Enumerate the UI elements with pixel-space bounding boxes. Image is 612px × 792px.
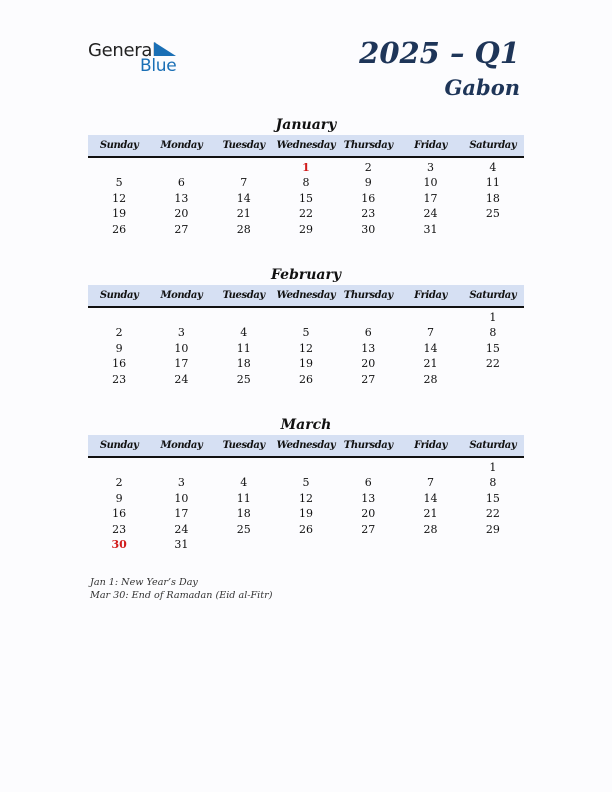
date-cell: [337, 537, 399, 552]
date-cell: 3: [177, 476, 185, 490]
month-name: March: [280, 417, 332, 433]
date-cell: 4: [240, 476, 248, 490]
date-cell: 18: [485, 191, 500, 205]
holiday-date: 1: [302, 161, 310, 174]
date-cell: 17: [174, 507, 189, 521]
weekday-header-row: [88, 135, 524, 158]
date-cell: 8: [302, 176, 310, 190]
date-cell: 13: [361, 341, 376, 355]
date-cell: 16: [112, 357, 127, 371]
date-cell: 14: [423, 341, 438, 355]
date-cell: [462, 372, 524, 387]
date-cell: 5: [302, 326, 310, 340]
date-cell: [462, 537, 524, 552]
date-cell: 28: [236, 222, 251, 236]
date-cell: 18: [236, 357, 251, 371]
date-cell: 1: [489, 311, 497, 324]
weekday-label: Saturday: [469, 440, 517, 451]
date-cell: [399, 537, 461, 552]
month-january: [88, 116, 524, 237]
date-cell: 18: [236, 507, 251, 521]
date-cell: 17: [174, 357, 189, 371]
holiday-date: 30: [111, 537, 127, 551]
date-cell: 2: [115, 476, 123, 490]
date-cell: [88, 310, 150, 325]
date-cell: [275, 460, 337, 475]
week-row: [88, 537, 524, 552]
date-cell: 26: [112, 222, 127, 236]
date-cell: [213, 537, 275, 552]
date-cell: 16: [361, 191, 376, 205]
date-cell: 21: [236, 207, 251, 221]
date-cell: 31: [423, 222, 438, 236]
week-row: [88, 522, 524, 537]
weeks-grid: [88, 458, 524, 552]
weekday-label: Monday: [160, 290, 203, 301]
week-row: [88, 356, 524, 371]
date-cell: 13: [361, 491, 376, 505]
week-row: [88, 341, 524, 356]
date-cell: [213, 310, 275, 325]
logo-word-blue: Blue: [140, 56, 177, 76]
date-cell: 5: [115, 176, 123, 190]
date-cell: 29: [485, 522, 500, 536]
date-cell: 14: [236, 191, 251, 205]
date-cell: 23: [361, 207, 376, 221]
holiday-note: Mar 30: End of Ramadan (Eid al-Fitr): [90, 590, 273, 601]
date-cell: 4: [240, 326, 248, 340]
date-cell: 11: [236, 341, 251, 355]
week-row: [88, 372, 524, 387]
date-cell: 10: [174, 341, 189, 355]
date-cell: 3: [427, 161, 435, 174]
date-cell: 26: [298, 372, 313, 386]
weekday-label: Monday: [160, 440, 203, 451]
weekday-label: Thursday: [343, 290, 393, 301]
date-cell: 25: [485, 207, 500, 221]
date-cell: 22: [485, 357, 500, 371]
date-cell: [213, 460, 275, 475]
date-cell: 3: [177, 326, 185, 340]
date-cell: 26: [298, 522, 313, 536]
date-cell: 25: [236, 522, 251, 536]
date-cell: [88, 160, 150, 175]
week-row: [88, 475, 524, 490]
date-cell: 6: [177, 176, 185, 190]
logo-word-general: General: [88, 40, 157, 61]
date-cell: 20: [361, 507, 376, 521]
date-cell: [88, 460, 150, 475]
week-row: [88, 160, 524, 175]
country-name: Gabon: [444, 75, 520, 100]
date-cell: 12: [298, 491, 313, 505]
date-cell: 19: [298, 357, 313, 371]
week-row: [88, 506, 524, 521]
date-cell: 29: [298, 222, 313, 236]
date-cell: 23: [112, 372, 127, 386]
date-cell: 5: [302, 476, 310, 490]
weekday-label: Tuesday: [222, 140, 265, 151]
date-cell: 8: [489, 326, 497, 340]
date-cell: 28: [423, 522, 438, 536]
month-march: [88, 416, 524, 552]
date-cell: 23: [112, 522, 127, 536]
date-cell: 6: [364, 476, 372, 490]
date-cell: 2: [364, 161, 372, 174]
week-row: [88, 491, 524, 506]
month-name: February: [270, 267, 341, 283]
weeks-grid: [88, 158, 524, 237]
date-cell: 12: [298, 341, 313, 355]
date-cell: 22: [298, 207, 313, 221]
weeks-grid: [88, 308, 524, 387]
weekday-label: Friday: [414, 290, 447, 301]
date-cell: 14: [423, 491, 438, 505]
date-cell: 12: [112, 191, 127, 205]
date-cell: 2: [115, 326, 123, 340]
weekday-label: Friday: [414, 140, 447, 151]
date-cell: 8: [489, 476, 497, 490]
date-cell: 19: [298, 507, 313, 521]
date-cell: 24: [423, 207, 438, 221]
date-cell: 15: [485, 491, 500, 505]
date-cell: 11: [485, 176, 500, 190]
date-cell: 20: [174, 207, 189, 221]
date-cell: 22: [485, 507, 500, 521]
date-cell: 7: [427, 326, 435, 340]
weekday-label: Thursday: [343, 140, 393, 151]
date-cell: 28: [423, 372, 438, 386]
date-cell: 4: [489, 161, 497, 174]
week-row: [88, 191, 524, 206]
date-cell: 31: [174, 537, 189, 551]
date-cell: 13: [174, 191, 189, 205]
date-cell: 9: [115, 341, 123, 355]
weekday-label: Wednesday: [276, 290, 336, 301]
date-cell: 20: [361, 357, 376, 371]
date-cell: [462, 222, 524, 237]
date-cell: 21: [423, 507, 438, 521]
date-cell: 11: [236, 491, 251, 505]
weekday-header-row: [88, 435, 524, 458]
date-cell: 24: [174, 372, 189, 386]
week-row: [88, 460, 524, 475]
weekday-label: Friday: [414, 440, 447, 451]
weekday-label: Monday: [160, 140, 203, 151]
date-cell: [150, 460, 212, 475]
weekday-label: Sunday: [99, 440, 139, 451]
holiday-notes: [90, 576, 272, 602]
date-cell: 15: [485, 341, 500, 355]
date-cell: 27: [174, 222, 189, 236]
week-row: [88, 310, 524, 325]
date-cell: 16: [112, 507, 127, 521]
date-cell: [275, 537, 337, 552]
date-cell: [275, 310, 337, 325]
date-cell: 9: [115, 491, 123, 505]
weekday-header-row: [88, 285, 524, 308]
month-name: January: [275, 117, 337, 133]
date-cell: [150, 310, 212, 325]
date-cell: 25: [236, 372, 251, 386]
date-cell: 15: [298, 191, 313, 205]
date-cell: 6: [364, 326, 372, 340]
date-cell: 10: [423, 176, 438, 190]
date-cell: 27: [361, 372, 376, 386]
weekday-label: Thursday: [343, 440, 393, 451]
weekday-label: Tuesday: [222, 440, 265, 451]
week-row: [88, 175, 524, 190]
date-cell: [399, 460, 461, 475]
date-cell: 17: [423, 191, 438, 205]
weekday-label: Saturday: [469, 290, 517, 301]
date-cell: 9: [364, 176, 372, 190]
date-cell: 21: [423, 357, 438, 371]
holiday-note: Jan 1: New Year’s Day: [90, 577, 198, 588]
date-cell: [399, 310, 461, 325]
logo-triangle-icon: [154, 42, 176, 56]
week-row: [88, 222, 524, 237]
date-cell: [150, 160, 212, 175]
date-cell: 30: [361, 222, 376, 236]
date-cell: 10: [174, 491, 189, 505]
page-title: 2025 – Q1: [359, 36, 520, 70]
week-row: [88, 325, 524, 340]
date-cell: 27: [361, 522, 376, 536]
weekday-label: Sunday: [99, 140, 139, 151]
month-february: [88, 266, 524, 387]
weekday-label: Wednesday: [276, 140, 336, 151]
weekday-label: Sunday: [99, 290, 139, 301]
week-row: [88, 206, 524, 221]
date-cell: 1: [489, 461, 497, 474]
date-cell: 19: [112, 207, 127, 221]
date-cell: [213, 160, 275, 175]
date-cell: 7: [427, 476, 435, 490]
date-cell: 7: [240, 176, 248, 190]
weekday-label: Wednesday: [276, 440, 336, 451]
generalblue-logo: [88, 40, 188, 76]
weekday-label: Tuesday: [222, 290, 265, 301]
weekday-label: Saturday: [469, 140, 517, 151]
date-cell: 24: [174, 522, 189, 536]
date-cell: [337, 460, 399, 475]
date-cell: [337, 310, 399, 325]
